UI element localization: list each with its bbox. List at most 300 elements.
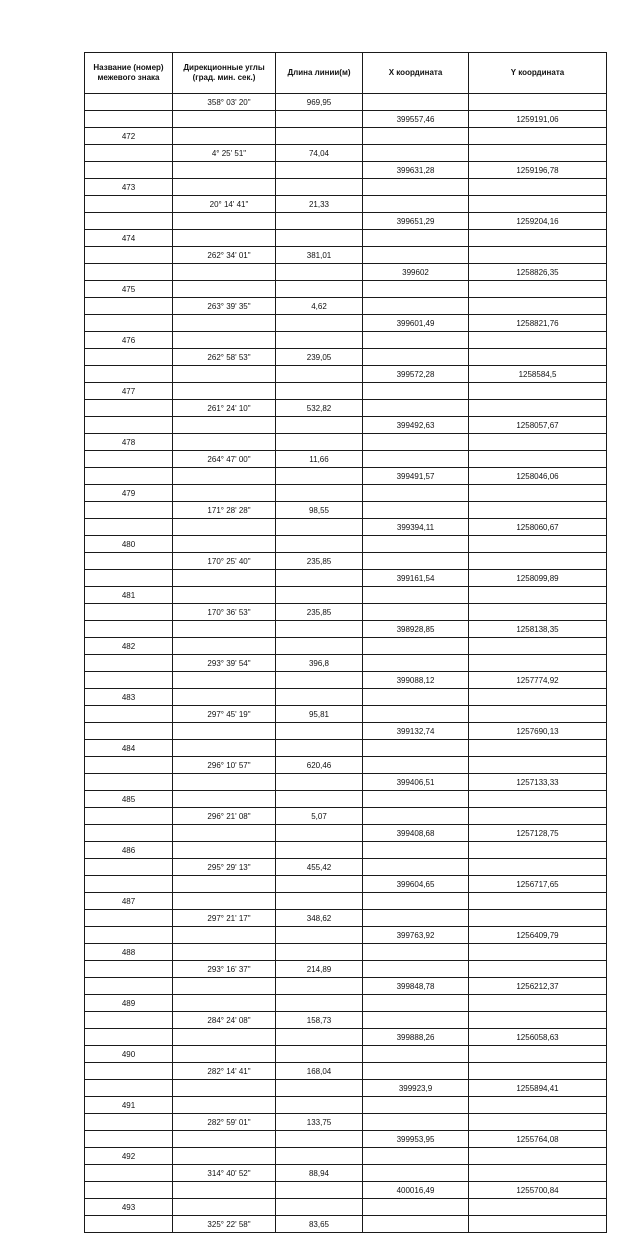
cell-angle: 284° 24' 08" <box>173 1012 276 1029</box>
cell-name: 473 <box>85 179 173 196</box>
table-row <box>85 910 607 927</box>
table-row <box>85 230 607 247</box>
cell-angle <box>173 876 276 893</box>
cell-y: 1256058,63 <box>469 1029 607 1046</box>
cell-length <box>276 1148 363 1165</box>
cell-name: 474 <box>85 230 173 247</box>
cell-angle: 293° 16' 37" <box>173 961 276 978</box>
cell-x <box>363 1199 469 1216</box>
cell-name <box>85 315 173 332</box>
table-row <box>85 247 607 264</box>
table-row <box>85 1046 607 1063</box>
cell-x <box>363 383 469 400</box>
cell-x <box>363 740 469 757</box>
cell-angle <box>173 434 276 451</box>
cell-y <box>469 791 607 808</box>
cell-name <box>85 553 173 570</box>
table-row <box>85 162 607 179</box>
cell-name <box>85 655 173 672</box>
cell-angle: 297° 45' 19" <box>173 706 276 723</box>
cell-x <box>363 757 469 774</box>
cell-x <box>363 553 469 570</box>
cell-x <box>363 655 469 672</box>
table-row <box>85 570 607 587</box>
cell-y: 1258821,76 <box>469 315 607 332</box>
cell-name <box>85 570 173 587</box>
table-row <box>85 417 607 434</box>
cell-name: 491 <box>85 1097 173 1114</box>
cell-length: 381,01 <box>276 247 363 264</box>
table-row <box>85 893 607 910</box>
cell-name <box>85 213 173 230</box>
cell-angle: 282° 59' 01" <box>173 1114 276 1131</box>
cell-length: 235,85 <box>276 604 363 621</box>
cell-name <box>85 927 173 944</box>
cell-length <box>276 434 363 451</box>
cell-y <box>469 1012 607 1029</box>
cell-y <box>469 587 607 604</box>
table-row <box>85 927 607 944</box>
cell-length <box>276 689 363 706</box>
cell-angle <box>173 774 276 791</box>
cell-x: 399604,65 <box>363 876 469 893</box>
cell-length: 11,66 <box>276 451 363 468</box>
cell-name: 486 <box>85 842 173 859</box>
table-row <box>85 349 607 366</box>
cell-angle: 358° 03' 20" <box>173 94 276 111</box>
table-row <box>85 485 607 502</box>
cell-angle: 261° 24' 10" <box>173 400 276 417</box>
cell-name <box>85 808 173 825</box>
cell-angle <box>173 1029 276 1046</box>
cell-x <box>363 689 469 706</box>
cell-name <box>85 978 173 995</box>
cell-length: 348,62 <box>276 910 363 927</box>
cell-angle <box>173 281 276 298</box>
cell-angle <box>173 179 276 196</box>
cell-angle: 282° 14' 41" <box>173 1063 276 1080</box>
table-row <box>85 1216 607 1233</box>
cell-length <box>276 281 363 298</box>
cell-y: 1258584,5 <box>469 366 607 383</box>
cell-angle <box>173 893 276 910</box>
cell-x: 399888,26 <box>363 1029 469 1046</box>
table-row <box>85 757 607 774</box>
table-header-row <box>85 53 607 94</box>
cell-name <box>85 1131 173 1148</box>
cell-x: 399408,68 <box>363 825 469 842</box>
table-row <box>85 502 607 519</box>
cell-name <box>85 1012 173 1029</box>
cell-angle <box>173 944 276 961</box>
cell-angle <box>173 927 276 944</box>
table-row <box>85 1165 607 1182</box>
table-row <box>85 1114 607 1131</box>
cell-angle <box>173 1182 276 1199</box>
cell-y <box>469 910 607 927</box>
cell-length: 5,07 <box>276 808 363 825</box>
cell-x <box>363 1148 469 1165</box>
cell-angle: 20° 14' 41" <box>173 196 276 213</box>
cell-x <box>363 706 469 723</box>
cell-y: 1256717,65 <box>469 876 607 893</box>
cell-length <box>276 383 363 400</box>
cell-y <box>469 247 607 264</box>
cell-angle <box>173 162 276 179</box>
table-row <box>85 94 607 111</box>
cell-x <box>363 349 469 366</box>
cell-length <box>276 842 363 859</box>
cell-name: 472 <box>85 128 173 145</box>
cell-length <box>276 1080 363 1097</box>
cell-angle <box>173 570 276 587</box>
cell-length <box>276 519 363 536</box>
cell-length <box>276 111 363 128</box>
cell-y <box>469 808 607 825</box>
cell-y <box>469 145 607 162</box>
cell-name <box>85 774 173 791</box>
cell-length <box>276 468 363 485</box>
cell-y <box>469 553 607 570</box>
cell-length <box>276 740 363 757</box>
cell-length: 158,73 <box>276 1012 363 1029</box>
table-row <box>85 1012 607 1029</box>
cell-x <box>363 859 469 876</box>
cell-angle: 296° 10' 57" <box>173 757 276 774</box>
table-row <box>85 638 607 655</box>
cell-length <box>276 1182 363 1199</box>
cell-name <box>85 1182 173 1199</box>
cell-y <box>469 502 607 519</box>
cell-angle: 262° 34' 01" <box>173 247 276 264</box>
cell-angle <box>173 1148 276 1165</box>
cell-y <box>469 638 607 655</box>
table-row <box>85 468 607 485</box>
cell-y <box>469 689 607 706</box>
cell-x <box>363 145 469 162</box>
cell-name <box>85 145 173 162</box>
cell-angle <box>173 1097 276 1114</box>
cell-x: 398928,85 <box>363 621 469 638</box>
cell-x <box>363 1165 469 1182</box>
table-row <box>85 451 607 468</box>
table-row <box>85 944 607 961</box>
cell-name <box>85 876 173 893</box>
cell-name: 493 <box>85 1199 173 1216</box>
cell-length <box>276 315 363 332</box>
cell-length: 235,85 <box>276 553 363 570</box>
cell-length <box>276 587 363 604</box>
cell-length <box>276 638 363 655</box>
cell-y <box>469 230 607 247</box>
cell-y <box>469 298 607 315</box>
cell-length <box>276 791 363 808</box>
cell-length <box>276 162 363 179</box>
cell-x <box>363 808 469 825</box>
cell-x <box>363 451 469 468</box>
cell-length <box>276 128 363 145</box>
cell-angle <box>173 740 276 757</box>
cell-name <box>85 400 173 417</box>
cell-angle <box>173 978 276 995</box>
cell-angle <box>173 213 276 230</box>
cell-angle: 325° 22' 58" <box>173 1216 276 1233</box>
cell-length: 95,81 <box>276 706 363 723</box>
cell-length: 969,95 <box>276 94 363 111</box>
cell-name: 490 <box>85 1046 173 1063</box>
cell-angle <box>173 230 276 247</box>
header-length: Длина линии(м) <box>276 53 363 94</box>
cell-length <box>276 944 363 961</box>
cell-y <box>469 995 607 1012</box>
cell-y <box>469 1199 607 1216</box>
cell-name: 483 <box>85 689 173 706</box>
cell-length: 168,04 <box>276 1063 363 1080</box>
cell-y <box>469 94 607 111</box>
cell-length: 455,42 <box>276 859 363 876</box>
cell-length <box>276 672 363 689</box>
cell-x <box>363 1063 469 1080</box>
cell-name: 476 <box>85 332 173 349</box>
cell-x: 399651,29 <box>363 213 469 230</box>
cell-x: 399572,28 <box>363 366 469 383</box>
cell-x <box>363 1216 469 1233</box>
cell-name: 485 <box>85 791 173 808</box>
cell-name <box>85 1165 173 1182</box>
cell-x <box>363 196 469 213</box>
cell-angle: 296° 21' 08" <box>173 808 276 825</box>
cell-name <box>85 910 173 927</box>
cell-x: 400016,49 <box>363 1182 469 1199</box>
cell-y <box>469 434 607 451</box>
cell-x <box>363 791 469 808</box>
table-row <box>85 604 607 621</box>
cell-length <box>276 995 363 1012</box>
table-row <box>85 791 607 808</box>
header-x: X координата <box>363 53 469 94</box>
cell-name: 479 <box>85 485 173 502</box>
cell-length <box>276 1131 363 1148</box>
cell-x: 399088,12 <box>363 672 469 689</box>
cell-y: 1258046,06 <box>469 468 607 485</box>
table-row <box>85 655 607 672</box>
cell-name: 482 <box>85 638 173 655</box>
cell-name <box>85 162 173 179</box>
table-row <box>85 281 607 298</box>
cell-name <box>85 1029 173 1046</box>
table-row <box>85 1080 607 1097</box>
table-row <box>85 689 607 706</box>
table-row <box>85 859 607 876</box>
cell-name: 475 <box>85 281 173 298</box>
cell-angle <box>173 638 276 655</box>
table-row <box>85 111 607 128</box>
cell-angle <box>173 485 276 502</box>
table-row <box>85 808 607 825</box>
cell-y: 1255764,08 <box>469 1131 607 1148</box>
cell-name <box>85 451 173 468</box>
cell-y <box>469 128 607 145</box>
cell-name <box>85 264 173 281</box>
cell-x: 399394,11 <box>363 519 469 536</box>
cell-x <box>363 536 469 553</box>
cell-name <box>85 298 173 315</box>
cell-y: 1257690,13 <box>469 723 607 740</box>
cell-angle: 4° 25' 51" <box>173 145 276 162</box>
cell-x: 399923,9 <box>363 1080 469 1097</box>
cell-x <box>363 604 469 621</box>
cell-y: 1259191,06 <box>469 111 607 128</box>
cell-angle <box>173 1131 276 1148</box>
cell-length: 4,62 <box>276 298 363 315</box>
cell-y <box>469 400 607 417</box>
table-row <box>85 213 607 230</box>
cell-angle <box>173 366 276 383</box>
cell-angle <box>173 791 276 808</box>
cell-name <box>85 706 173 723</box>
table-row <box>85 876 607 893</box>
cell-length <box>276 774 363 791</box>
cell-x: 399601,49 <box>363 315 469 332</box>
cell-length: 83,65 <box>276 1216 363 1233</box>
cell-y: 1258057,67 <box>469 417 607 434</box>
cell-y <box>469 1148 607 1165</box>
cell-angle <box>173 995 276 1012</box>
cell-name <box>85 621 173 638</box>
cell-y <box>469 655 607 672</box>
cell-y <box>469 179 607 196</box>
cell-name: 492 <box>85 1148 173 1165</box>
cell-x: 399631,28 <box>363 162 469 179</box>
cell-y: 1258826,35 <box>469 264 607 281</box>
header-name: Название (номер) межевого знака <box>85 53 173 94</box>
cell-y <box>469 332 607 349</box>
cell-y <box>469 451 607 468</box>
cell-length: 396,8 <box>276 655 363 672</box>
table-row <box>85 400 607 417</box>
document-page <box>84 52 606 1229</box>
cell-angle: 171° 28' 28" <box>173 502 276 519</box>
cell-x <box>363 1114 469 1131</box>
cell-angle: 293° 39' 54" <box>173 655 276 672</box>
cell-length <box>276 1097 363 1114</box>
cell-x: 399406,51 <box>363 774 469 791</box>
cell-angle <box>173 689 276 706</box>
cell-y <box>469 944 607 961</box>
table-row <box>85 672 607 689</box>
table-row <box>85 723 607 740</box>
cell-x <box>363 485 469 502</box>
cell-length <box>276 1199 363 1216</box>
cell-angle <box>173 519 276 536</box>
cell-y <box>469 1114 607 1131</box>
table-row <box>85 434 607 451</box>
cell-y <box>469 1063 607 1080</box>
cell-length <box>276 893 363 910</box>
cell-y <box>469 757 607 774</box>
cell-x <box>363 1012 469 1029</box>
table-row <box>85 1131 607 1148</box>
cell-name <box>85 1114 173 1131</box>
cell-length <box>276 825 363 842</box>
cell-angle: 264° 47' 00" <box>173 451 276 468</box>
cell-angle <box>173 587 276 604</box>
cell-length: 214,89 <box>276 961 363 978</box>
cell-name: 489 <box>85 995 173 1012</box>
cell-x <box>363 961 469 978</box>
cell-y <box>469 604 607 621</box>
cell-y: 1256212,37 <box>469 978 607 995</box>
cell-length <box>276 230 363 247</box>
cell-length <box>276 978 363 995</box>
cell-angle <box>173 383 276 400</box>
table-row <box>85 128 607 145</box>
cell-x: 399132,74 <box>363 723 469 740</box>
cell-y <box>469 740 607 757</box>
table-row <box>85 553 607 570</box>
cell-y <box>469 1097 607 1114</box>
cell-x <box>363 332 469 349</box>
cell-length <box>276 570 363 587</box>
cell-name <box>85 1216 173 1233</box>
cell-x <box>363 1046 469 1063</box>
cell-y: 1259204,16 <box>469 213 607 230</box>
cell-x <box>363 944 469 961</box>
cell-y <box>469 706 607 723</box>
cell-angle: 295° 29' 13" <box>173 859 276 876</box>
cell-y <box>469 281 607 298</box>
cell-x <box>363 128 469 145</box>
cell-x <box>363 281 469 298</box>
cell-name <box>85 859 173 876</box>
coordinates-table <box>84 52 607 1233</box>
cell-y: 1257133,33 <box>469 774 607 791</box>
cell-name <box>85 1080 173 1097</box>
cell-x <box>363 893 469 910</box>
cell-x <box>363 842 469 859</box>
cell-name: 477 <box>85 383 173 400</box>
cell-angle <box>173 842 276 859</box>
table-row <box>85 145 607 162</box>
cell-y <box>469 1046 607 1063</box>
cell-angle <box>173 417 276 434</box>
cell-x <box>363 230 469 247</box>
cell-x <box>363 587 469 604</box>
table-row <box>85 264 607 281</box>
cell-length <box>276 1029 363 1046</box>
header-angles: Дирекционные углы (град. мин. сек.) <box>173 53 276 94</box>
cell-length <box>276 366 363 383</box>
cell-name <box>85 94 173 111</box>
cell-x <box>363 502 469 519</box>
cell-x: 399848,78 <box>363 978 469 995</box>
header-y: Y координата <box>469 53 607 94</box>
cell-y: 1256409,79 <box>469 927 607 944</box>
cell-angle: 170° 36' 53" <box>173 604 276 621</box>
cell-length <box>276 621 363 638</box>
cell-y <box>469 1165 607 1182</box>
cell-x <box>363 400 469 417</box>
cell-x <box>363 94 469 111</box>
cell-x: 399763,92 <box>363 927 469 944</box>
cell-x <box>363 434 469 451</box>
cell-name: 484 <box>85 740 173 757</box>
cell-y: 1259196,78 <box>469 162 607 179</box>
cell-y <box>469 485 607 502</box>
table-row <box>85 196 607 213</box>
table-row <box>85 366 607 383</box>
cell-x <box>363 995 469 1012</box>
